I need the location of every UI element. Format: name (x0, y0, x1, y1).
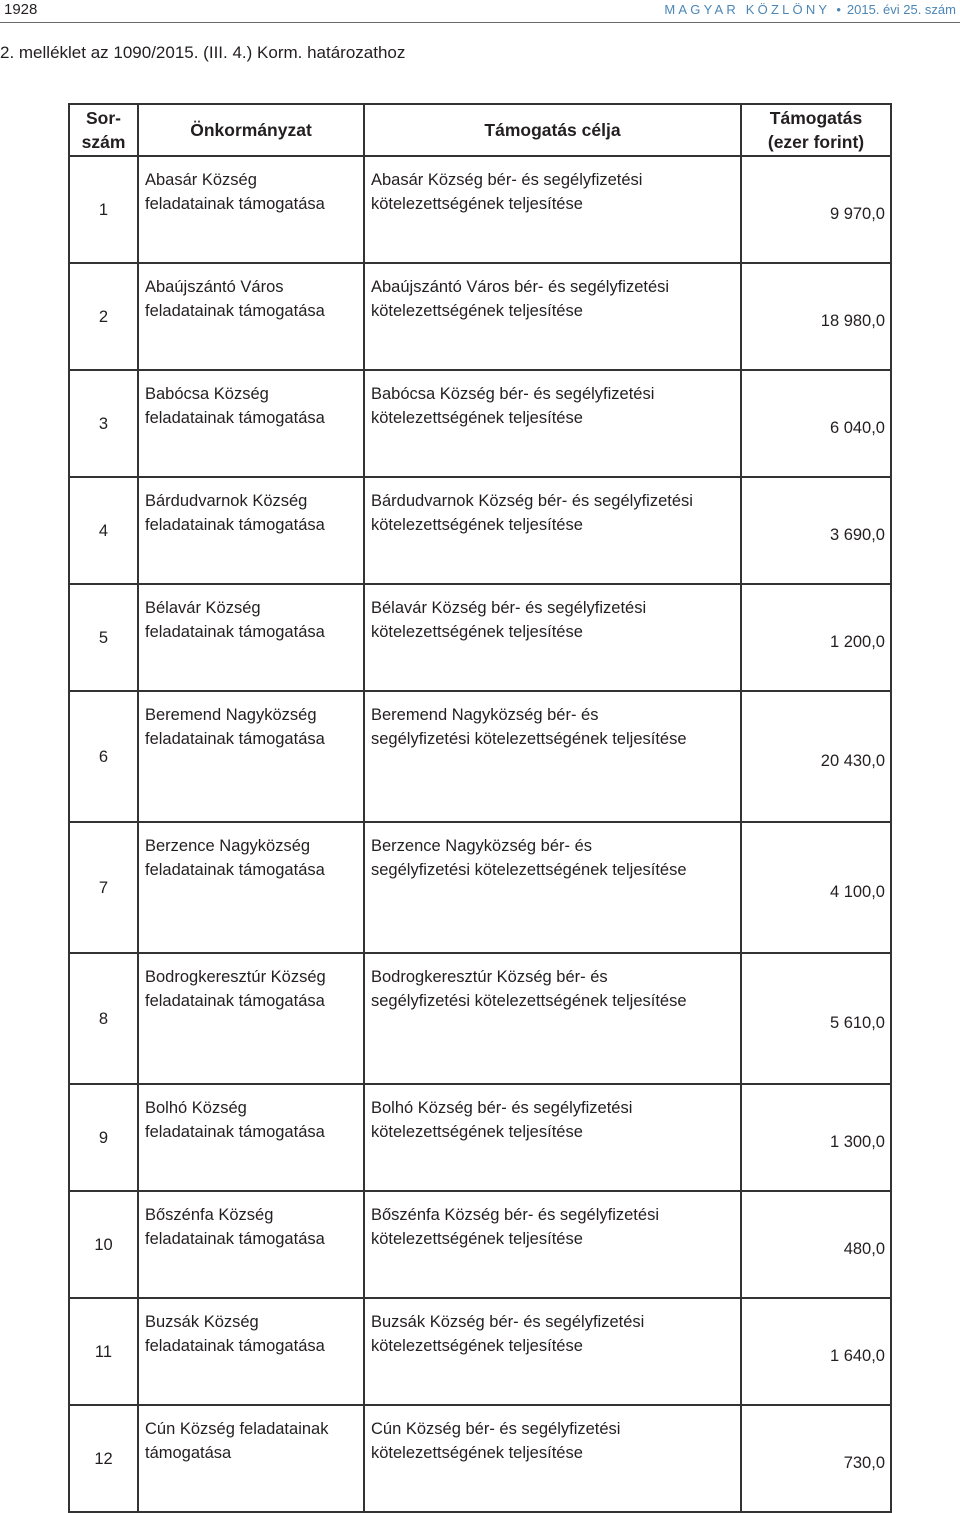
municipality-descriptor: feladatainak támogatása (145, 1123, 325, 1141)
purpose-cell (364, 691, 741, 822)
municipality-descriptor: feladatainak támogatása (145, 1230, 325, 1248)
amount-value: 480,0 (843, 1239, 885, 1258)
purpose-line-1: Bárdudvarnok Község bér- és segélyfizetési (371, 492, 693, 510)
row-number: 12 (69, 1405, 138, 1512)
table-body (69, 156, 891, 1512)
table-row (69, 370, 891, 477)
row-number: 1 (69, 156, 138, 263)
row-number: 2 (69, 263, 138, 370)
municipality-cell (138, 1405, 364, 1512)
table-row (69, 584, 891, 691)
purpose-line-2: segélyfizetési kötelezettségének teljesítése (371, 861, 687, 879)
table-row (69, 1405, 891, 1512)
municipality-name: Abasár Község (145, 171, 257, 189)
amount-cell (741, 584, 891, 691)
municipality-descriptor: feladatainak támogatása (145, 861, 325, 879)
municipality-cell (138, 1191, 364, 1298)
purpose-cell (364, 477, 741, 584)
purpose-cell (364, 156, 741, 263)
municipality-name: Beremend Nagyközség (145, 706, 317, 724)
municipality-name: Babócsa Község (145, 385, 269, 403)
row-number: 4 (69, 477, 138, 584)
purpose-line-1: Beremend Nagyközség bér- és (371, 706, 599, 724)
row-number: 5 (69, 584, 138, 691)
journal-separator: • (836, 2, 841, 17)
header-municipality: Önkormányzat (138, 104, 364, 156)
amount-value: 730,0 (843, 1453, 885, 1472)
table-header-row (69, 104, 891, 156)
amount-value: 1 200,0 (829, 632, 885, 651)
header-purpose: Támogatás célja (364, 104, 741, 156)
amount-cell (741, 1298, 891, 1405)
municipality-cell (138, 822, 364, 953)
table-row (69, 691, 891, 822)
amount-value: 6 040,0 (829, 418, 885, 437)
purpose-line-1: Cún Község bér- és segélyfizetési (371, 1420, 621, 1438)
header-amount: Támogatás (ezer forint) (741, 104, 891, 156)
municipality-descriptor: feladatainak támogatása (145, 623, 325, 641)
amount-cell (741, 1084, 891, 1191)
purpose-line-2: kötelezettségének teljesítése (371, 302, 583, 320)
table-row (69, 1298, 891, 1405)
purpose-cell (364, 953, 741, 1084)
row-number: 11 (69, 1298, 138, 1405)
purpose-cell (364, 822, 741, 953)
purpose-line-2: kötelezettségének teljesítése (371, 623, 583, 641)
table-row (69, 1084, 891, 1191)
amount-value: 3 690,0 (829, 525, 885, 544)
amount-value: 5 610,0 (829, 1013, 885, 1032)
municipality-cell (138, 370, 364, 477)
amount-value: 20 430,0 (820, 751, 885, 770)
journal-name: MAGYAR KÖZLÖNY (664, 2, 831, 17)
purpose-line-2: kötelezettségének teljesítése (371, 1230, 583, 1248)
header-serial-number: Sor- szám (69, 104, 138, 156)
municipality-descriptor: feladatainak támogatása (145, 516, 325, 534)
municipality-name: Bárdudvarnok Község (145, 492, 308, 510)
municipality-descriptor: feladatainak támogatása (145, 1337, 325, 1355)
amount-cell (741, 1191, 891, 1298)
purpose-line-1: Berzence Nagyközség bér- és (371, 837, 593, 855)
municipality-name: Buzsák Község (145, 1313, 259, 1331)
purpose-line-2: segélyfizetési kötelezettségének teljesítése (371, 730, 687, 748)
municipality-name: Bőszénfa Község (145, 1206, 274, 1224)
purpose-line-1: Buzsák Község bér- és segélyfizetési (371, 1313, 645, 1331)
purpose-line-2: kötelezettségének teljesítése (371, 516, 583, 534)
purpose-line-1: Bőszénfa Község bér- és segélyfizetési (371, 1206, 659, 1224)
municipality-name: Abaújszántó Város (145, 278, 284, 296)
purpose-line-2: segélyfizetési kötelezettségének teljesítése (371, 992, 687, 1010)
row-number: 10 (69, 1191, 138, 1298)
municipality-cell (138, 1298, 364, 1405)
purpose-line-2: kötelezettségének teljesítése (371, 1337, 583, 1355)
municipality-descriptor: feladatainak támogatása (145, 730, 325, 748)
journal-info (664, 2, 956, 17)
municipality-cell (138, 156, 364, 263)
amount-cell (741, 370, 891, 477)
purpose-line-2: kötelezettségének teljesítése (371, 1444, 583, 1462)
purpose-cell (364, 1191, 741, 1298)
purpose-line-1: Bodrogkeresztúr Község bér- és (371, 968, 608, 986)
municipality-cell (138, 953, 364, 1084)
table-row (69, 263, 891, 370)
amount-cell (741, 1405, 891, 1512)
municipality-cell (138, 263, 364, 370)
purpose-cell (364, 584, 741, 691)
table-row (69, 953, 891, 1084)
table-row (69, 822, 891, 953)
purpose-cell (364, 1405, 741, 1512)
running-header (0, 0, 960, 23)
purpose-line-1: Bélavár Község bér- és segélyfizetési (371, 599, 647, 617)
annex-title: 2. melléklet az 1090/2015. (III. 4.) Korm. határozathoz (0, 43, 406, 62)
municipality-name: Cún Község feladatainak (145, 1420, 329, 1438)
municipality-name: Berzence Nagyközség (145, 837, 311, 855)
page-number: 1928 (4, 1, 38, 18)
amount-value: 1 300,0 (829, 1132, 885, 1151)
municipality-descriptor: feladatainak támogatása (145, 409, 325, 427)
municipality-descriptor: feladatainak támogatása (145, 302, 325, 320)
purpose-line-1: Abaújszántó Város bér- és segélyfizetési (371, 278, 670, 296)
purpose-line-1: Babócsa Község bér- és segélyfizetési (371, 385, 655, 403)
row-number: 7 (69, 822, 138, 953)
amount-cell (741, 477, 891, 584)
municipality-descriptor: feladatainak támogatása (145, 195, 325, 213)
row-number: 6 (69, 691, 138, 822)
grant-table (68, 103, 892, 1513)
row-number: 8 (69, 953, 138, 1084)
table-row (69, 156, 891, 263)
municipality-descriptor: feladatainak támogatása (145, 992, 325, 1010)
municipality-cell (138, 477, 364, 584)
amount-cell (741, 263, 891, 370)
amount-value: 1 640,0 (829, 1346, 885, 1365)
municipality-name: Bolhó Község (145, 1099, 247, 1117)
municipality-cell (138, 584, 364, 691)
row-number: 9 (69, 1084, 138, 1191)
amount-value: 4 100,0 (829, 882, 885, 901)
amount-value: 9 970,0 (829, 204, 885, 223)
purpose-cell (364, 370, 741, 477)
municipality-descriptor: támogatása (145, 1444, 232, 1462)
amount-cell (741, 953, 891, 1084)
municipality-name: Bélavár Község (145, 599, 261, 617)
purpose-line-2: kötelezettségének teljesítése (371, 195, 583, 213)
table-row (69, 1191, 891, 1298)
municipality-name: Bodrogkeresztúr Község (145, 968, 326, 986)
amount-value: 18 980,0 (820, 311, 885, 330)
purpose-line-2: kötelezettségének teljesítése (371, 1123, 583, 1141)
purpose-cell (364, 1298, 741, 1405)
purpose-line-2: kötelezettségének teljesítése (371, 409, 583, 427)
issue-number: 2015. évi 25. szám (846, 2, 956, 17)
municipality-cell (138, 691, 364, 822)
row-number: 3 (69, 370, 138, 477)
purpose-cell (364, 263, 741, 370)
amount-cell (741, 156, 891, 263)
purpose-line-1: Abasár Község bér- és segélyfizetési (371, 171, 643, 189)
municipality-cell (138, 1084, 364, 1191)
table-row (69, 477, 891, 584)
amount-cell (741, 822, 891, 953)
purpose-line-1: Bolhó Község bér- és segélyfizetési (371, 1099, 633, 1117)
amount-cell (741, 691, 891, 822)
purpose-cell (364, 1084, 741, 1191)
